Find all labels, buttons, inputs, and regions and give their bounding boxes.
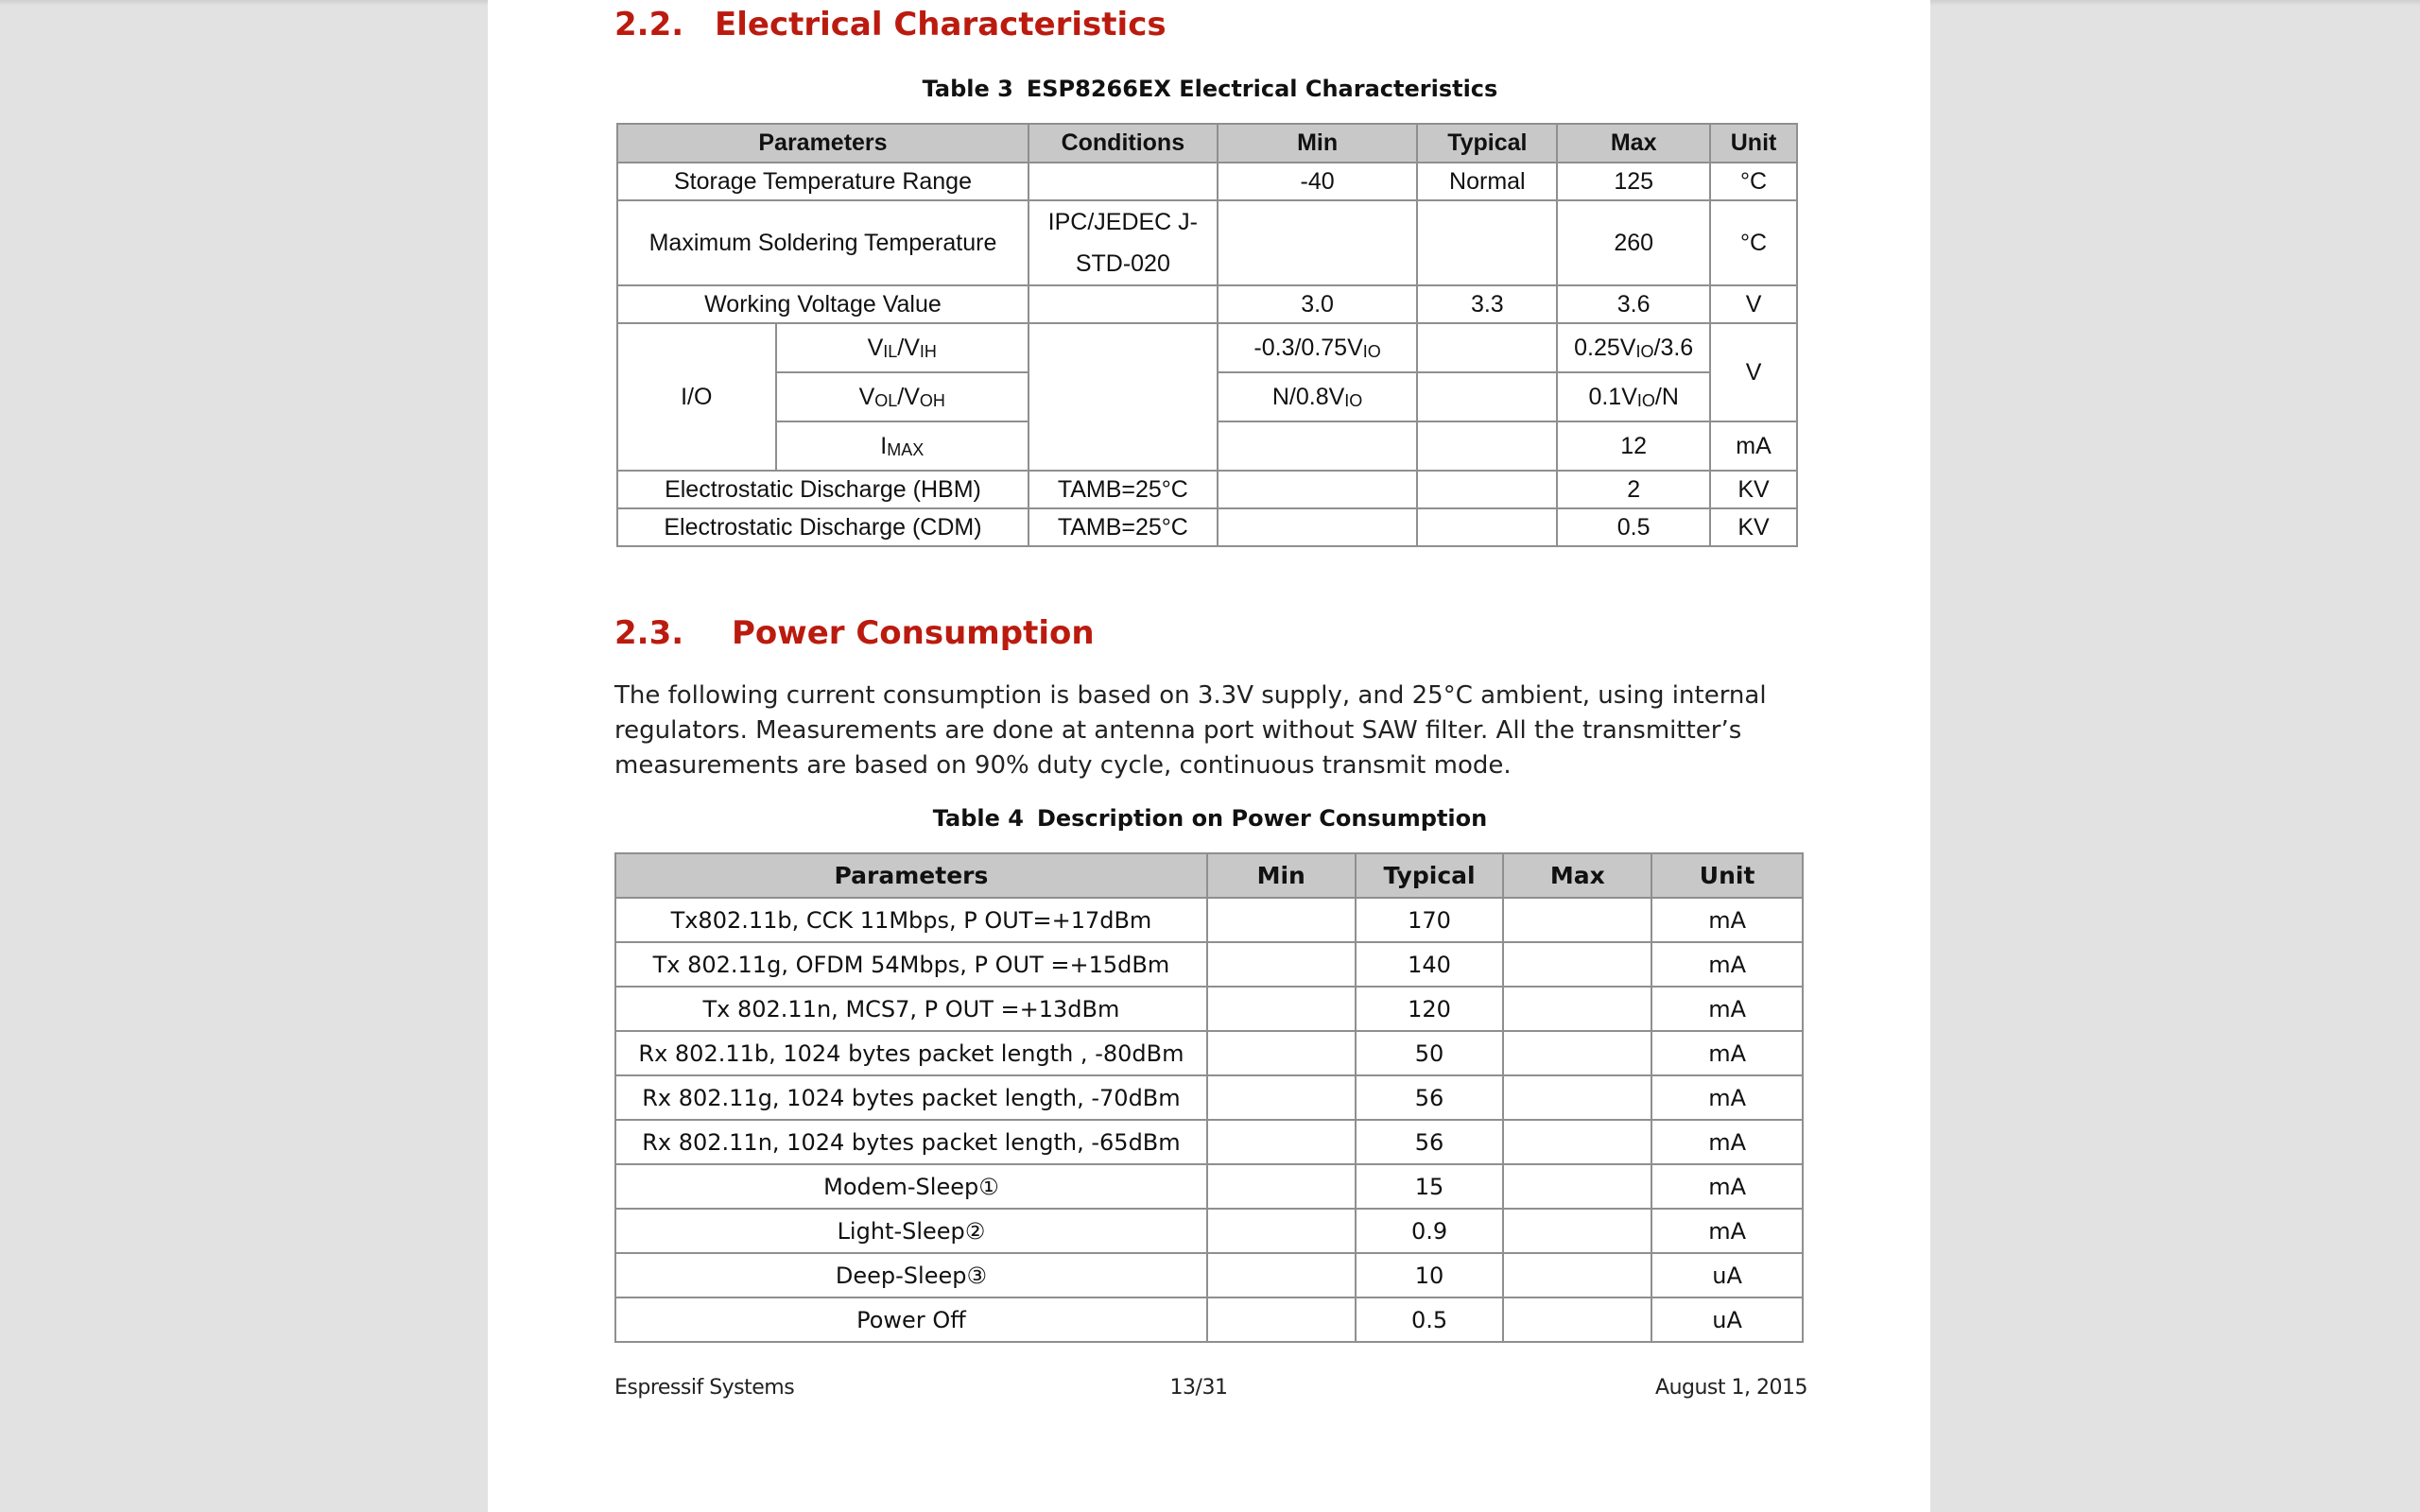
param-cell: Deep-Sleep③ (615, 1253, 1207, 1297)
min-cell (1207, 1209, 1356, 1253)
table-row (615, 1164, 1803, 1209)
max-cell (1503, 1297, 1651, 1342)
typical-cell: 140 (1356, 942, 1504, 987)
electrical-characteristics-table (616, 123, 1798, 547)
typical-cell: 0.9 (1356, 1209, 1504, 1253)
max-cell: 2 (1557, 471, 1710, 508)
conditions-line: STD-020 (1075, 250, 1170, 277)
unit-cell: mA (1651, 1031, 1803, 1075)
conditions-cell (1028, 285, 1218, 323)
param-cell: Electrostatic Discharge (CDM) (617, 508, 1028, 546)
conditions-cell (1028, 163, 1218, 200)
table4-caption-number: Table 4 (932, 805, 1024, 832)
param-cell: IMAX (776, 421, 1028, 471)
typical-cell: 56 (1356, 1075, 1504, 1120)
table-row (615, 987, 1803, 1031)
max-cell: 125 (1557, 163, 1710, 200)
table-row (617, 323, 1797, 372)
table-row (617, 163, 1797, 200)
unit-cell: °C (1710, 163, 1797, 200)
typical-cell: 56 (1356, 1120, 1504, 1164)
min-cell: -40 (1218, 163, 1418, 200)
table-row (615, 1031, 1803, 1075)
max-cell (1503, 1075, 1651, 1120)
section-heading-power (614, 614, 1095, 652)
column-header: Typical (1356, 853, 1504, 898)
section-title: Electrical Characteristics (715, 6, 1167, 43)
table3-caption-title: ESP8266EX Electrical Characteristics (1026, 76, 1498, 102)
power-consumption-table (614, 852, 1804, 1343)
min-cell: 3.0 (1218, 285, 1418, 323)
column-header: Max (1557, 124, 1710, 163)
conditions-cell (1028, 323, 1218, 471)
section-heading-electrical (614, 6, 1167, 43)
unit-cell: mA (1651, 1120, 1803, 1164)
column-header: Max (1503, 853, 1651, 898)
table4-caption-title: Description on Power Consumption (1036, 805, 1488, 832)
min-cell (1218, 421, 1418, 471)
max-cell (1503, 1031, 1651, 1075)
footer-date: August 1, 2015 (1655, 1376, 1807, 1400)
unit-cell: V (1710, 323, 1797, 421)
table3-caption-number: Table 3 (922, 76, 1013, 102)
param-cell: Light-Sleep② (615, 1209, 1207, 1253)
unit-cell: mA (1651, 1075, 1803, 1120)
unit-cell: V (1710, 285, 1797, 323)
unit-cell: KV (1710, 508, 1797, 546)
unit-cell: mA (1651, 942, 1803, 987)
column-header: Typical (1417, 124, 1557, 163)
param-cell: Working Voltage Value (617, 285, 1028, 323)
column-header: Unit (1651, 853, 1803, 898)
max-cell (1503, 1253, 1651, 1297)
max-cell (1503, 987, 1651, 1031)
min-cell (1207, 1164, 1356, 1209)
param-cell: VIL/VIH (776, 323, 1028, 372)
unit-cell: uA (1651, 1253, 1803, 1297)
paragraph-line: The following current consumption is based on 3.3V supply, and 25°C ambient, using internal (614, 681, 1767, 710)
column-header: Unit (1710, 124, 1797, 163)
min-cell (1207, 1253, 1356, 1297)
conditions-cell: TAMB=25°C (1028, 508, 1218, 546)
param-cell: Rx 802.11n, 1024 bytes packet length, -65dBm (615, 1120, 1207, 1164)
table-row (617, 200, 1797, 285)
param-cell: Tx802.11b, CCK 11Mbps, P OUT=+17dBm (615, 898, 1207, 942)
column-header: Parameters (615, 853, 1207, 898)
table-row (615, 1075, 1803, 1120)
table-row (615, 1297, 1803, 1342)
typical-cell: Normal (1417, 163, 1557, 200)
typical-cell (1417, 421, 1557, 471)
typical-cell: 10 (1356, 1253, 1504, 1297)
param-cell: Modem-Sleep① (615, 1164, 1207, 1209)
max-cell: 0.1VIO/N (1557, 372, 1710, 421)
unit-cell: mA (1651, 1209, 1803, 1253)
typical-cell (1417, 323, 1557, 372)
min-cell (1207, 987, 1356, 1031)
typical-cell: 170 (1356, 898, 1504, 942)
table-row (615, 1209, 1803, 1253)
conditions-line: IPC/JEDEC J- (1047, 209, 1199, 235)
max-cell (1503, 898, 1651, 942)
table4-caption (614, 805, 1806, 832)
table-row (615, 942, 1803, 987)
table-row (615, 1120, 1803, 1164)
paragraph-line: regulators. Measurements are done at antenna port without SAW filter. All the transmitter’s (614, 716, 1742, 745)
max-cell: 0.25VIO/3.6 (1557, 323, 1710, 372)
unit-cell: KV (1710, 471, 1797, 508)
typical-cell: 50 (1356, 1031, 1504, 1075)
typical-cell (1417, 372, 1557, 421)
section-number: 2.2. (614, 6, 684, 43)
min-cell (1207, 1075, 1356, 1120)
min-cell (1218, 508, 1418, 546)
typical-cell (1417, 471, 1557, 508)
min-cell (1218, 471, 1418, 508)
unit-cell: uA (1651, 1297, 1803, 1342)
param-cell: Power Off (615, 1297, 1207, 1342)
table-body (615, 898, 1803, 1342)
max-cell: 12 (1557, 421, 1710, 471)
param-cell: Maximum Soldering Temperature (617, 200, 1028, 285)
table-row (615, 898, 1803, 942)
max-cell (1503, 1120, 1651, 1164)
typical-cell: 3.3 (1417, 285, 1557, 323)
typical-cell: 15 (1356, 1164, 1504, 1209)
table3-caption (614, 76, 1806, 102)
unit-cell: mA (1710, 421, 1797, 471)
max-cell: 0.5 (1557, 508, 1710, 546)
io-group-label: I/O (617, 323, 776, 471)
table-row (615, 1253, 1803, 1297)
footer-company: Espressif Systems (614, 1376, 795, 1400)
param-cell: VOL/VOH (776, 372, 1028, 421)
unit-cell: mA (1651, 987, 1803, 1031)
param-cell: Electrostatic Discharge (HBM) (617, 471, 1028, 508)
table-header-row (617, 124, 1797, 163)
section-title: Power Consumption (732, 614, 1095, 652)
table-header-row (615, 853, 1803, 898)
min-cell (1218, 200, 1418, 285)
min-cell (1207, 1031, 1356, 1075)
min-cell (1207, 898, 1356, 942)
document-page (488, 0, 1930, 1512)
typical-cell: 120 (1356, 987, 1504, 1031)
max-cell (1503, 1209, 1651, 1253)
max-cell (1503, 1164, 1651, 1209)
power-description-paragraph (614, 679, 1806, 783)
column-header: Parameters (617, 124, 1028, 163)
typical-cell (1417, 508, 1557, 546)
min-cell: -0.3/0.75VIO (1218, 323, 1418, 372)
unit-cell: mA (1651, 898, 1803, 942)
min-cell (1207, 942, 1356, 987)
column-header: Conditions (1028, 124, 1218, 163)
column-header: Min (1218, 124, 1418, 163)
table-row (617, 471, 1797, 508)
conditions-cell (1028, 200, 1218, 285)
max-cell (1503, 942, 1651, 987)
param-cell: Tx 802.11n, MCS7, P OUT =+13dBm (615, 987, 1207, 1031)
table-row (617, 285, 1797, 323)
param-cell: Storage Temperature Range (617, 163, 1028, 200)
param-cell: Rx 802.11g, 1024 bytes packet length, -70dBm (615, 1075, 1207, 1120)
typical-cell (1417, 200, 1557, 285)
unit-cell: mA (1651, 1164, 1803, 1209)
param-cell: Tx 802.11g, OFDM 54Mbps, P OUT =+15dBm (615, 942, 1207, 987)
conditions-cell: TAMB=25°C (1028, 471, 1218, 508)
typical-cell: 0.5 (1356, 1297, 1504, 1342)
max-cell: 260 (1557, 200, 1710, 285)
min-cell: N/0.8VIO (1218, 372, 1418, 421)
column-header: Min (1207, 853, 1356, 898)
max-cell: 3.6 (1557, 285, 1710, 323)
unit-cell: °C (1710, 200, 1797, 285)
min-cell (1207, 1120, 1356, 1164)
param-cell: Rx 802.11b, 1024 bytes packet length , -80dBm (615, 1031, 1207, 1075)
paragraph-line: measurements are based on 90% duty cycle, continuous transmit mode. (614, 751, 1512, 780)
table-row (617, 508, 1797, 546)
footer-page-number: 13/31 (1169, 1376, 1228, 1400)
section-number: 2.3. (614, 614, 684, 652)
min-cell (1207, 1297, 1356, 1342)
